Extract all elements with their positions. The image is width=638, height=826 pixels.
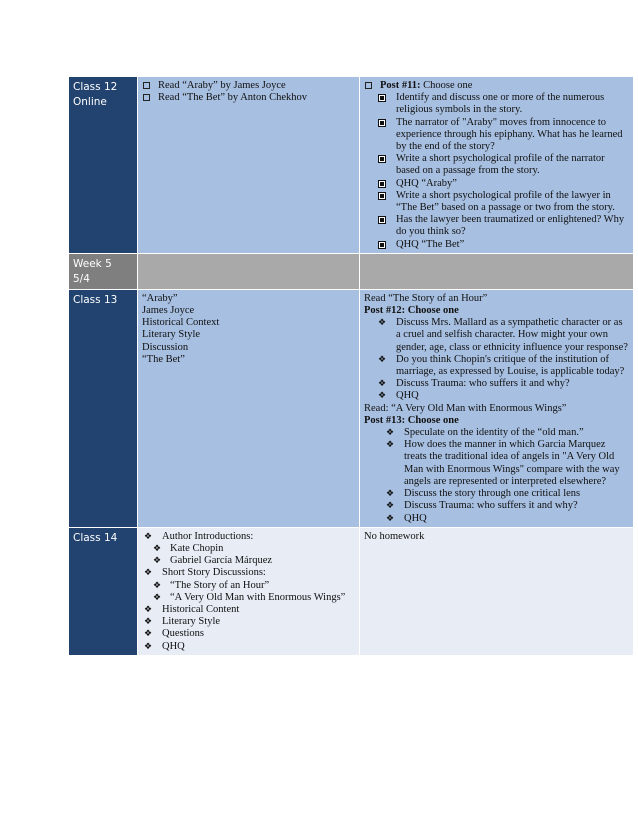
short-story-item: ❖ Short Story Discussions: [142,567,355,579]
week5-label: Week 5 [73,257,112,270]
story-item: ❖ “A Very Old Man with Enormous Wings” [142,592,355,604]
post11-item: QHQ “Araby” [364,178,629,190]
class14-label: Class 14 [73,531,118,544]
class13-row [69,289,634,527]
author-item: ❖ Kate Chopin [142,543,355,555]
reading-item: Read “The Bet” by Anton Chekhov [142,92,355,104]
read-old-man-wings: Read: “A Very Old Man with Enormous Wings” [364,402,567,414]
week5-row [69,253,634,289]
class12-row [69,77,634,254]
post11-title: Post #11: [380,80,421,91]
extra-item: ❖ Questions [142,628,355,640]
class14-homework-cell [360,527,634,655]
class13-post-cell [360,289,634,527]
class13-topics-cell [138,289,360,527]
extra-item: ❖ Literary Style [142,616,355,628]
topic-line: Historical Context [142,317,220,329]
post12-item: ❖ QHQ [364,390,629,402]
class12-readings-list [142,80,355,104]
schedule-table [68,76,634,656]
post11-list [364,80,629,251]
post12-list [364,317,629,402]
extra-item: ❖ Historical Content [142,604,355,616]
week5-label-cell [69,253,138,289]
post13-item: ❖ QHQ [364,513,629,525]
post12-heading: Post #12: Choose one [364,305,459,317]
class13-label: Class 13 [73,293,118,306]
topic-line: Discussion [142,341,189,353]
class14-label-cell [69,527,138,655]
extra-item: ❖ QHQ [142,641,355,653]
post11-heading [364,80,629,92]
post12-item: ❖ Discuss Trauma: who suffers it and why? [364,378,629,390]
post11-item: Identify and discuss one or more of the numerous religious symbols in the story. [364,92,629,116]
topic-line: “The Bet” [142,353,185,365]
class12-label-cell [69,77,138,254]
post13-heading: Post #13: Choose one [364,414,459,426]
topic-line: James Joyce [142,305,195,317]
post13-item: ❖ Discuss the story through one critical lens [364,488,629,500]
class12-sublabel: Online [73,96,107,108]
post11-item: The narrator of "Araby" moves from innocence to experience through his epiphany. What has he learned by the end of the story? [364,117,629,154]
topic-line: “Araby” [142,292,178,304]
class12-label: Class 12 [73,81,118,93]
post11-choose: Choose one [420,80,473,91]
post11-item: Write a short psychological profile of the lawyer in “The Bet” based on a passage or two from the story. [364,190,629,214]
post11-item: QHQ “The Bet” [364,239,629,251]
topic-line: Literary Style [142,329,201,341]
post12-item: ❖ Discuss Mrs. Mallard as a sympathetic character or as a cruel and selfish character. How might your own gender, age, class or ethnicity influence your response? [364,317,629,354]
class12-readings-cell [138,77,360,254]
author-item: ❖ Gabriel García Márquez [142,555,355,567]
week5-date: 5/4 [73,272,90,285]
reading-item: Read “Araby” by James Joyce [142,80,355,92]
post12-item: ❖ Do you think Chopin's critique of the institution of marriage, as expressed by Louise, is applicable today? [364,354,629,378]
week5-empty-cell [138,253,360,289]
class14-topics-cell [138,527,360,655]
post13-list [364,427,629,525]
class13-label-cell [69,289,138,527]
story-item: ❖ “The Story of an Hour” [142,580,355,592]
post13-item: ❖ Discuss Trauma: who suffers it and why? [364,500,629,512]
class12-post-cell [360,77,634,254]
read-story-of-an-hour: Read “The Story of an Hour” [364,292,488,304]
post11-item: Has the lawyer been traumatized or enlightened? Why do you think so? [364,214,629,238]
post11-item: Write a short psychological profile of the narrator based on a passage from the story. [364,153,629,177]
class14-topics-list [142,531,355,653]
post13-item: ❖ Speculate on the identity of the “old man.” [364,427,629,439]
author-intro-item: ❖ Author Introductions: [142,531,355,543]
homework-text: No homework [364,530,425,542]
week5-empty-cell-2 [360,253,634,289]
post13-item: ❖ How does the manner in which Garcia Marquez treats the traditional idea of angels in "A Very Old Man with Enormous Wings" compare with the way angels are represented or interpreted elsewhere? [364,439,629,488]
class14-row [69,527,634,655]
